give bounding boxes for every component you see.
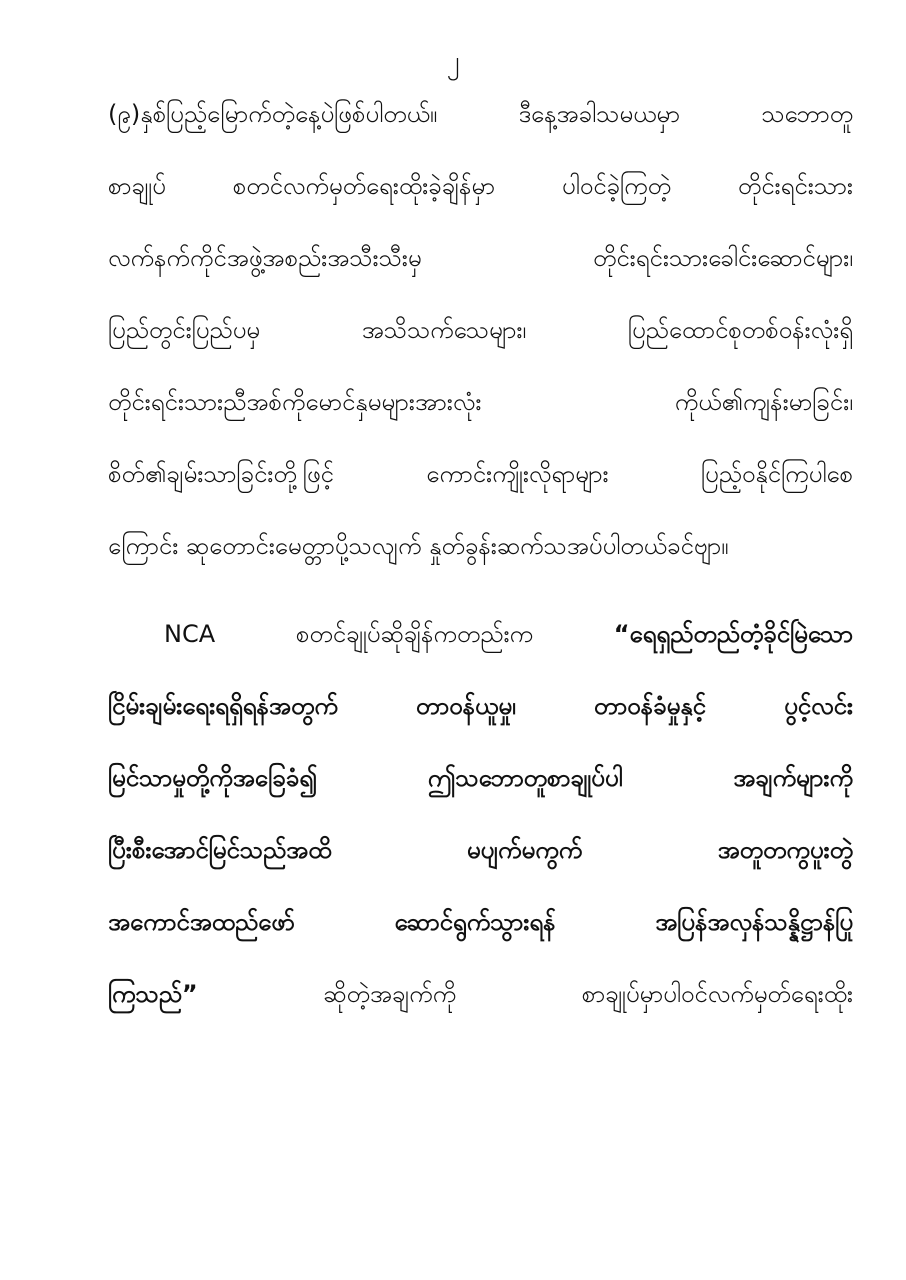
quote-start: “ရေရှည်တည်တံ့ခိုင်မြဲသော [613, 620, 853, 648]
paragraph-line: ပြည်တွင်းပြည်ပမှ အသိသက်သေများ၊ ပြည်ထောင်စုတစ်ဝန်းလုံးရှိ [108, 316, 853, 344]
paragraph-line: စာချုပ် စတင်လက်မှတ်ရေးထိုးခဲ့ချိန်မှာ ပါဝင်ခဲ့ကြတဲ့ တိုင်းရင်းသား [108, 172, 853, 200]
paragraph-line: တိုင်းရင်းသားညီအစ်ကိုမောင်နှမများအားလုံး ကိုယ်၏ကျန်းမာခြင်း၊ [108, 388, 853, 416]
paragraph-line [108, 608, 853, 680]
paragraph-1 [108, 88, 853, 592]
paragraph-spacer [108, 592, 853, 608]
page-number: ၂ [446, 46, 460, 76]
quote-line: မြင်သာမှုတို့ကိုအခြေခံ၍ ဤသဘောတူစာချုပ်ပါ အချက်များကို [108, 764, 853, 792]
paragraph-line: လက်နက်ကိုင်အဖွဲ့အစည်းအသီးသီးမှ တိုင်းရင်းသားခေါင်းဆောင်များ၊ [108, 244, 853, 272]
paragraph-line: စိတ်၏ချမ်းသာခြင်းတို့ဖြင့် ကောင်းကျိုးလိုရာများ ပြည့်ဝနိုင်ကြပါစေ [108, 460, 853, 488]
quote-end: ကြသည်” [108, 980, 198, 1008]
tail-text: ဆိုတဲ့အချက်ကို စာချုပ်မှာပါဝင်လက်မှတ်ရေးထိုး [323, 980, 853, 1008]
paragraph-line: (၉)နှစ်ပြည့်မြောက်တဲ့နေ့ပဲဖြစ်ပါတယ်။ ဒီနေ့အခါသမယမှာ သဘောတူ [108, 100, 853, 128]
intro-text: NCA စတင်ချုပ်ဆိုချိန်ကတည်းက [164, 620, 614, 648]
quote-line: ငြိမ်းချမ်းရေးရရှိရန်အတွက် တာဝန်ယူမှု၊ တာဝန်ခံမှုနှင့် ပွင့်လင်း [108, 692, 853, 720]
paragraph-line: ကြောင်း ဆုတောင်းမေတ္တာပို့သလျက် နှုတ်ခွန်းဆက်သအပ်ပါတယ်ခင်ဗျာ။ [108, 532, 729, 560]
paragraph-line [108, 968, 853, 1040]
document-body [108, 88, 853, 1040]
quote-line: ပြီးစီးအောင်မြင်သည်အထိ မပျက်မကွက် အတူတကွပူးတွဲ [108, 836, 853, 864]
quote-line: အကောင်အထည်ဖော် ဆောင်ရွက်သွားရန် အပြန်အလှန်သန္နိဋ္ဌာန်ပြု [108, 908, 853, 936]
paragraph-2 [108, 608, 853, 1040]
